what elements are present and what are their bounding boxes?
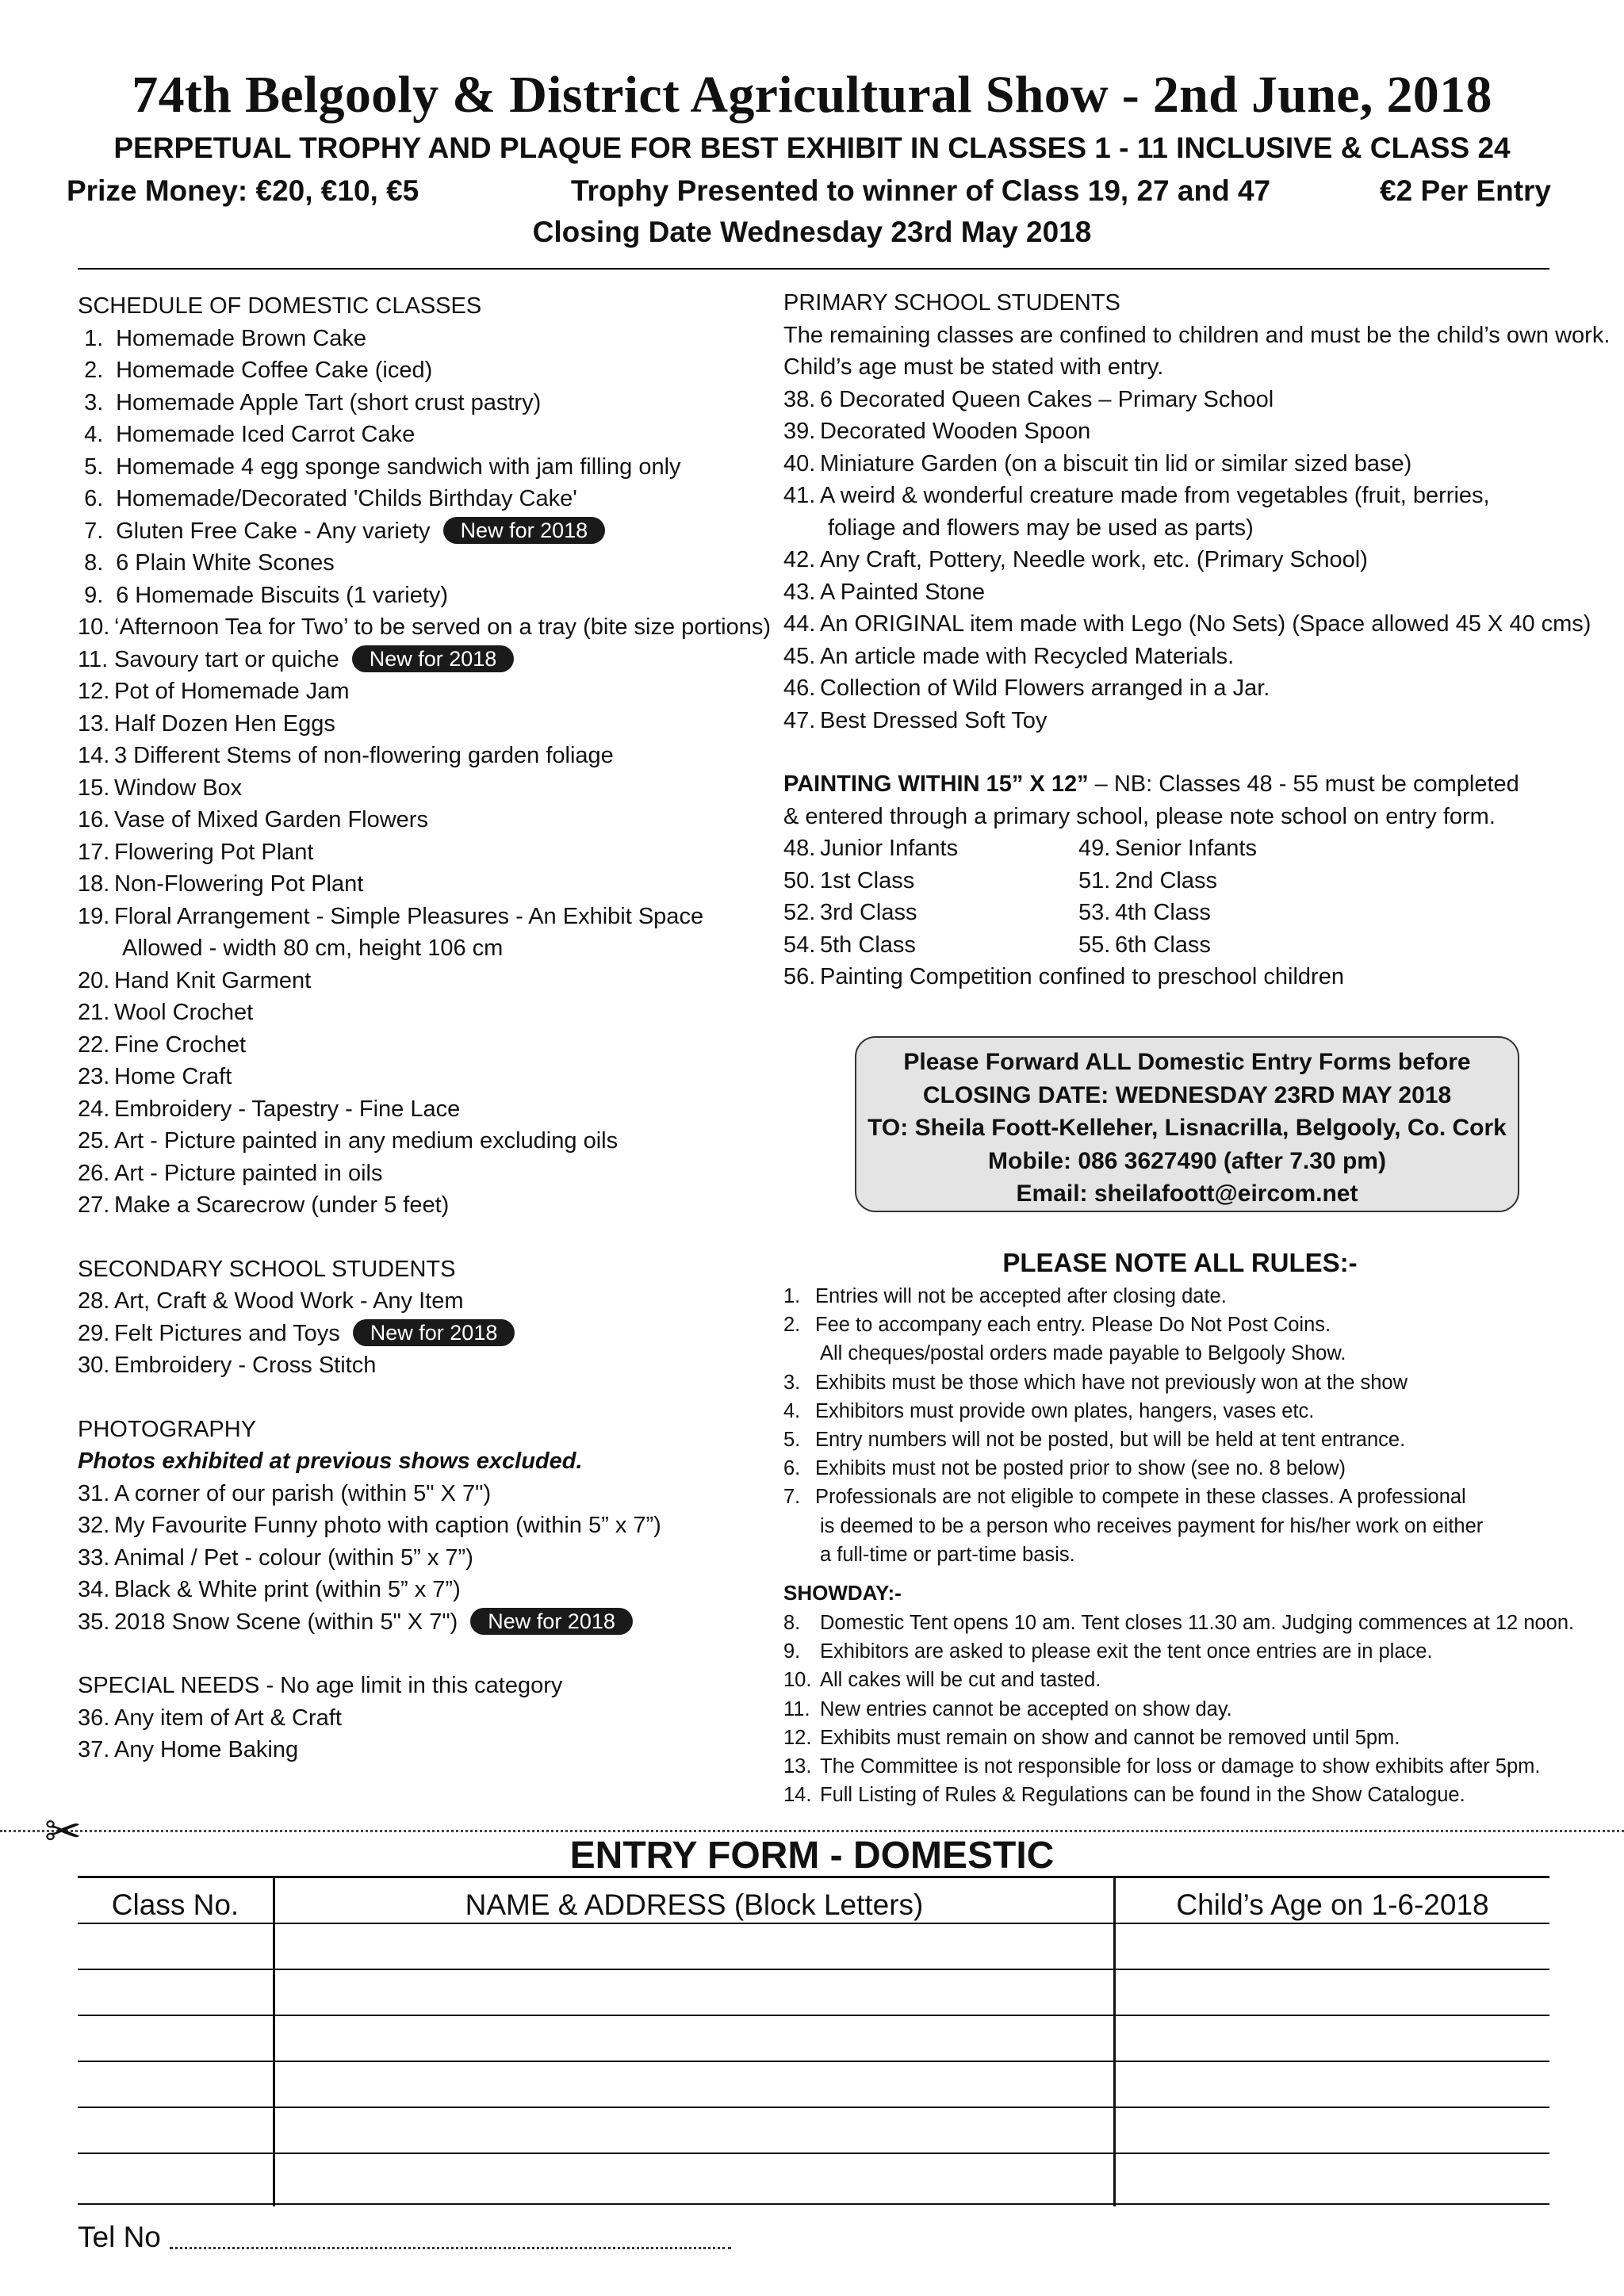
right-column: [783, 287, 1611, 993]
special-needs-heading: SPECIAL NEEDS - No age limit in this category: [78, 1673, 563, 1698]
list-item: 41. A weird & wonderful creature made from vegetables (fruit, berries,: [783, 483, 1490, 508]
list-item: 12. Pot of Homemade Jam: [78, 679, 350, 704]
rule-item: 10. All cakes will be cut and tasted.: [783, 1669, 1101, 1692]
child-age-header: Child’s Age on 1-6-2018: [1176, 1888, 1489, 1921]
list-item: 56. Painting Competition confined to preschool children: [783, 964, 1344, 989]
list-item: 2. Homemade Coffee Cake (iced): [84, 358, 433, 383]
list-item: 10. ‘Afternoon Tea for Two’ to be served on a tray (bite size portions): [78, 614, 772, 640]
list-item: 46. Collection of Wild Flowers arranged in a Jar.: [783, 675, 1270, 701]
painting-heading: PAINTING WITHIN 15” X 12”: [783, 771, 1089, 797]
closing-date: Closing Date Wednesday 23rd May 2018: [532, 216, 1092, 248]
scissors-icon: ✂: [44, 1806, 82, 1856]
list-item: 45. An article made with Recycled Materials.: [783, 643, 1235, 669]
rule-continuation: is deemed to be a person who receives payment for his/her work on either: [820, 1514, 1484, 1537]
list-item: 1. Homemade Brown Cake: [84, 325, 366, 351]
list-item-continuation: Allowed - width 80 cm, height 106 cm: [122, 936, 504, 961]
photography-heading: PHOTOGRAPHY: [78, 1416, 257, 1442]
list-item: 42. Any Craft, Pottery, Needle work, etc. (Primary School): [783, 547, 1368, 572]
painting-note: & entered through a primary school, please note school on entry form.: [783, 803, 1496, 829]
list-item: 27. Make a Scarecrow (under 5 feet): [78, 1192, 450, 1218]
table-divider: [273, 1878, 275, 2206]
list-item: 39. Decorated Wooden Spoon: [783, 419, 1091, 444]
forward-entry-box: [855, 1036, 1519, 1212]
list-item: 20. Hand Knit Garment: [78, 967, 312, 993]
rules-heading: PLEASE NOTE ALL RULES:-: [1002, 1248, 1358, 1277]
list-item: 18. Non-Flowering Pot Plant: [78, 871, 364, 897]
table-row[interactable]: [78, 2203, 1549, 2205]
painting-row: 50. 1st Class 51. 2nd Class: [783, 867, 1217, 894]
list-item: 15. Window Box: [78, 775, 243, 801]
rules-list: [783, 1282, 1600, 1809]
painting-row: 52. 3rd Class 53. 4th Class: [783, 900, 1211, 925]
list-item: 22. Fine Crochet: [78, 1031, 247, 1058]
rule-item: 7. Professionals are not eligible to compete in these classes. A professional: [783, 1486, 1466, 1509]
cut-line: [0, 1830, 1624, 1832]
rule-item: 3. Exhibits must be those which have not previously won at the show: [783, 1371, 1408, 1394]
trophy-subtitle: PERPETUAL TROPHY AND PLAQUE FOR BEST EXHIBIT IN CLASSES 1 - 11 INCLUSIVE & CLASS 24: [113, 132, 1511, 164]
list-item: 9. 6 Homemade Biscuits (1 variety): [84, 582, 449, 608]
photography-note: Photos exhibited at previous shows excluded.: [78, 1448, 583, 1474]
table-row[interactable]: [78, 2152, 1549, 2154]
list-item: 3. Homemade Apple Tart (short crust pastry): [84, 389, 542, 415]
tel-no-field[interactable]: [170, 2247, 731, 2249]
left-column: [78, 290, 776, 1766]
domestic-heading: SCHEDULE OF DOMESTIC CLASSES: [78, 293, 482, 319]
rule-item: 9. Exhibitors are asked to please exit the tent once entries are in place.: [783, 1640, 1433, 1663]
forward-email: Email: sheilafoott@eircom.net: [1016, 1181, 1358, 1207]
list-item: 26. Art - Picture painted in oils: [78, 1160, 383, 1186]
showday-heading: SHOWDAY:-: [783, 1581, 902, 1605]
list-item: 5. Homemade 4 egg sponge sandwich with jam filling only: [84, 453, 681, 480]
rule-item: 6. Exhibits must not be posted prior to show (see no. 8 below): [783, 1457, 1346, 1480]
rule-item: 13. The Committee is not responsible for loss or damage to show exhibits after 5pm.: [783, 1755, 1541, 1778]
name-address-header: NAME & ADDRESS (Block Letters): [465, 1888, 924, 1921]
new-badge: New for 2018: [353, 1319, 515, 1346]
tel-no-label: Tel No: [78, 2221, 161, 2253]
rule-item: 5. Entry numbers will not be posted, but will be held at tent entrance.: [783, 1429, 1406, 1452]
list-item: 37. Any Home Baking: [78, 1737, 299, 1762]
table-row[interactable]: [78, 2107, 1549, 2108]
rule-item: 14. Full Listing of Rules & Regulations can be found in the Show Catalogue.: [783, 1784, 1465, 1807]
entry-form-table: [78, 1876, 1549, 2206]
forward-address: TO: Sheila Foott-Kelleher, Lisnacrilla, Belgooly, Co. Cork: [868, 1115, 1507, 1141]
list-item: 30. Embroidery - Cross Stitch: [78, 1353, 377, 1378]
list-item-continuation: foliage and flowers may be used as parts): [828, 515, 1254, 541]
list-item: 16. Vase of Mixed Garden Flowers: [78, 807, 428, 832]
list-item: 40. Miniature Garden (on a biscuit tin lid or similar sized base): [783, 450, 1412, 476]
list-item: 43. A Painted Stone: [783, 579, 985, 605]
table-divider: [1113, 1878, 1116, 2206]
entry-form-title: ENTRY FORM - DOMESTIC: [569, 1835, 1055, 1877]
table-row: [78, 1923, 1549, 1924]
list-item: 25. Art - Picture painted in any medium excluding oils: [78, 1128, 619, 1154]
list-item: 19. Floral Arrangement - Simple Pleasures - An Exhibit Space: [78, 903, 704, 929]
rule-item: 12. Exhibits must remain on show and cannot be removed until 5pm.: [783, 1726, 1400, 1749]
rule-continuation: a full-time or part-time basis.: [820, 1543, 1075, 1566]
rule-item: 8. Domestic Tent opens 10 am. Tent closes 11.30 am. Judging commences at 12 noon.: [783, 1612, 1575, 1635]
rule-item: 4. Exhibitors must provide own plates, hangers, vases etc.: [783, 1399, 1315, 1422]
list-item: 24. Embroidery - Tapestry - Fine Lace: [78, 1096, 461, 1122]
rule-item: 11. New entries cannot be accepted on show day.: [783, 1697, 1232, 1720]
new-badge: New for 2018: [470, 1608, 633, 1635]
prize-money: Prize Money: €20, €10, €5: [67, 174, 419, 207]
header-divider: [78, 268, 1549, 270]
domestic-list: [78, 323, 776, 1222]
list-item: 4. Homemade Iced Carrot Cake: [84, 422, 416, 447]
list-item: 7. Gluten Free Cake - Any variety New for 2018: [78, 515, 776, 548]
list-item: 44. An ORIGINAL item made with Lego (No Sets) (Space allowed 45 X 40 cms): [783, 611, 1591, 637]
list-item: 14. 3 Different Stems of non-flowering garden foliage: [78, 743, 614, 768]
list-item: 11. Savoury tart or quiche New for 2018: [78, 644, 776, 676]
list-item: 17. Flowering Pot Plant: [78, 839, 314, 865]
list-item: 47. Best Dressed Soft Toy: [783, 707, 1048, 733]
forward-deadline: CLOSING DATE: WEDNESDAY 23RD MAY 2018: [922, 1081, 1452, 1108]
forward-mobile: Mobile: 086 3627490 (after 7.30 pm): [988, 1147, 1386, 1174]
painting-row: 48. Junior Infants 49. Senior Infants: [783, 836, 1257, 861]
trophy-note: Trophy Presented to winner of Class 19, 27 and 47: [571, 174, 1271, 207]
page-title: 74th Belgooly & District Agricultural Show - 2nd June, 2018: [132, 66, 1492, 124]
list-item: 21. Wool Crochet: [78, 1000, 254, 1025]
list-item: 36. Any item of Art & Craft: [78, 1705, 342, 1731]
rule-item: 2. Fee to accompany each entry. Please Do Not Post Coins.: [783, 1314, 1331, 1337]
painting-row: 54. 5th Class 55. 6th Class: [783, 932, 1211, 958]
table-row[interactable]: [78, 2015, 1549, 2016]
primary-intro-1: The remaining classes are confined to children and must be the child’s own work.: [783, 322, 1611, 348]
list-item: 8. 6 Plain White Scones: [84, 550, 335, 576]
rule-continuation: All cheques/postal orders made payable to Belgooly Show.: [820, 1342, 1346, 1365]
painting-heading-line: PAINTING WITHIN 15” X 12” – NB: Classes 48 - 55 must be completed: [783, 771, 1519, 797]
list-item: 6. Homemade/Decorated 'Childs Birthday Cake': [84, 486, 577, 511]
list-item: 31. A corner of our parish (within 5" X 7"): [78, 1480, 492, 1506]
table-row[interactable]: [78, 2061, 1549, 2062]
list-item: 13. Half Dozen Hen Eggs: [78, 710, 335, 737]
primary-intro-2: Child’s age must be stated with entry.: [783, 354, 1164, 380]
list-item: 23. Home Craft: [78, 1064, 232, 1089]
secondary-heading: SECONDARY SCHOOL STUDENTS: [78, 1256, 456, 1282]
rule-item: 1. Entries will not be accepted after closing date.: [783, 1285, 1227, 1307]
list-item: 28. Art, Craft & Wood Work - Any Item: [78, 1288, 464, 1314]
class-no-header: Class No.: [111, 1888, 239, 1921]
list-item: 34. Black & White print (within 5” x 7”): [78, 1577, 461, 1602]
forward-line: Please Forward ALL Domestic Entry Forms before: [903, 1049, 1471, 1075]
primary-heading: PRIMARY SCHOOL STUDENTS: [783, 290, 1120, 316]
list-item: 33. Animal / Pet - colour (within 5” x 7”): [78, 1544, 473, 1571]
per-entry-fee: €2 Per Entry: [1380, 174, 1551, 207]
new-badge: New for 2018: [352, 645, 515, 672]
table-row[interactable]: [78, 1969, 1549, 1970]
list-item: 32. My Favourite Funny photo with caption (within 5” x 7”): [78, 1513, 661, 1538]
list-item: 35. 2018 Snow Scene (within 5" X 7") New for 2018: [78, 1606, 776, 1639]
new-badge: New for 2018: [443, 517, 606, 544]
list-item: 38. 6 Decorated Queen Cakes – Primary School: [783, 386, 1274, 412]
list-item: 29. Felt Pictures and Toys New for 2018: [78, 1318, 776, 1350]
